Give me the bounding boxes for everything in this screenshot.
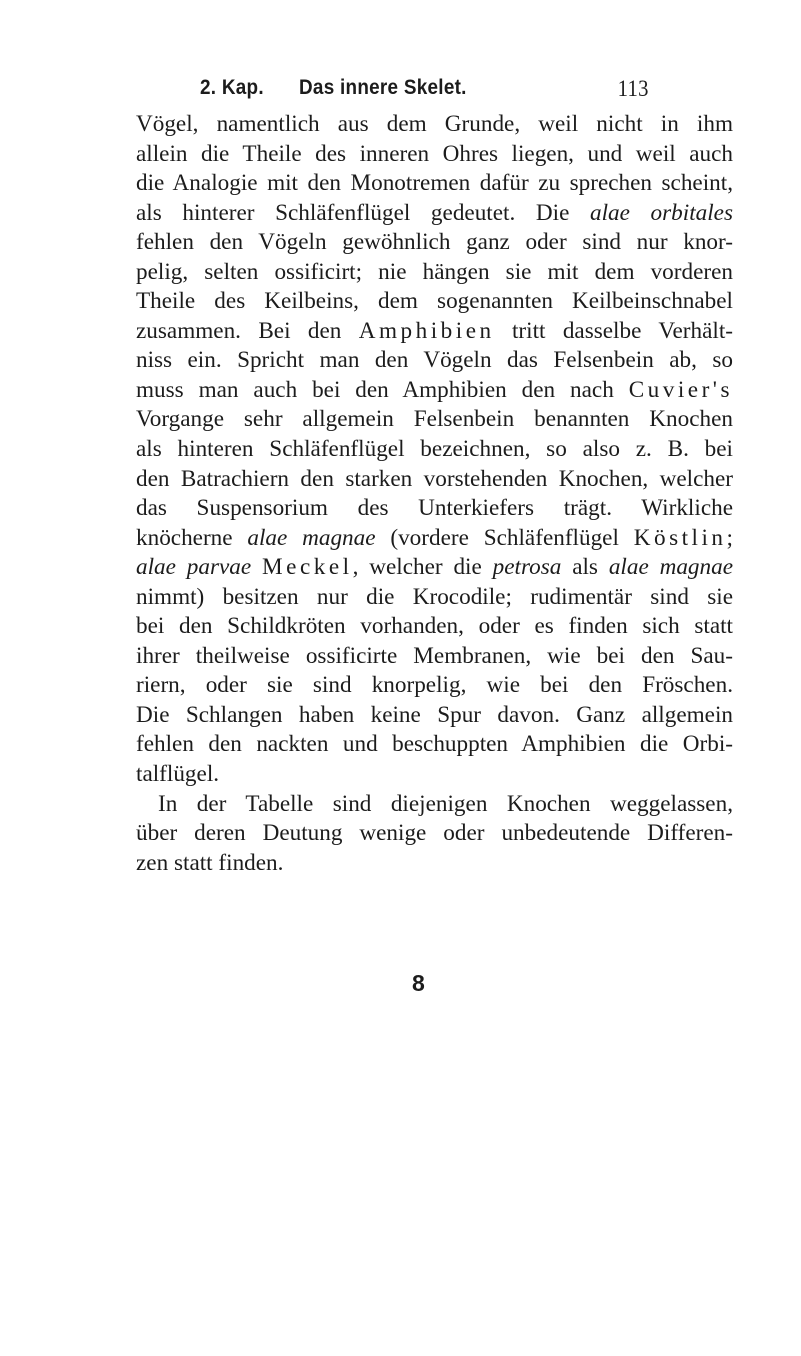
text-run: nimmt) besitzen nur die Krocodile; rudimentär sind sie	[136, 583, 733, 610]
text-run: (vordere Schläfenflügel	[375, 524, 634, 551]
text-run: über deren Deutung wenige oder unbedeutende Differen-	[136, 820, 733, 847]
text-line	[136, 760, 733, 790]
text-line	[136, 317, 733, 347]
text-line	[136, 199, 733, 229]
italic-term: alae orbitales	[590, 199, 733, 226]
text-line	[136, 140, 733, 170]
chapter-title: Das innere Skelet.	[299, 76, 467, 99]
text-line	[136, 612, 733, 642]
text-line	[136, 287, 733, 317]
text-run: niss ein. Spricht man den Vögeln das Felsenbein ab, so	[136, 347, 733, 374]
text-run: fehlen den nackten und beschuppten Amphibien die Orbi-	[136, 731, 733, 758]
text-line	[136, 346, 733, 376]
italic-term: petrosa	[492, 554, 562, 581]
text-run: tritt dasselbe Verhält-	[494, 317, 733, 344]
spaced-name: Meckel	[262, 554, 353, 581]
text-run: zen statt finden.	[136, 849, 284, 876]
italic-term: alae magnae	[608, 554, 733, 581]
text-line	[136, 169, 733, 199]
spaced-name: Cuvier's	[628, 376, 733, 403]
text-run: ;	[726, 524, 733, 551]
italic-term: alae parvae	[136, 554, 252, 581]
text-run: Theile des Keilbeins, dem sogenannten Keilbeinschnabel	[136, 288, 733, 315]
text-line	[136, 228, 733, 258]
text-run: bei den Schildkröten vorhanden, oder es finden sich statt	[136, 613, 733, 640]
text-line	[136, 524, 733, 554]
text-run: riern, oder sie sind knorpelig, wie bei den Fröschen.	[136, 672, 733, 699]
text-line	[136, 849, 733, 879]
text-line	[136, 642, 733, 672]
text-line	[136, 110, 733, 140]
text-run: zusammen. Bei den	[136, 317, 359, 344]
text-run: Die Schlangen haben keine Spur davon. Ganz allgemein	[136, 701, 733, 728]
text-run: allein die Theile des inneren Ohres liegen, und weil auch	[136, 140, 733, 167]
spaced-name: Köstlin	[633, 524, 727, 551]
italic-term: alae magnae	[247, 524, 376, 551]
text-run: , welcher die	[352, 554, 493, 581]
printer-signature: 8	[412, 970, 425, 996]
text-run: die Analogie mit den Monotremen dafür zu sprechen scheint,	[136, 170, 733, 197]
text-run: pelig, selten ossificirt; nie hängen sie mit dem vorderen	[136, 258, 733, 285]
text-line	[136, 701, 733, 731]
text-run: als	[561, 554, 609, 581]
text-run: muss man auch bei den Amphibien den nach	[136, 376, 629, 403]
text-run: als hinteren Schläfenflügel bezeichnen, so also z. B. bei	[136, 436, 733, 463]
text-line	[136, 494, 733, 524]
text-line	[136, 435, 733, 465]
text-run: das Suspensorium des Unterkiefers trägt. Wirkliche	[136, 495, 733, 522]
text-line	[136, 583, 733, 613]
text-run	[251, 554, 262, 580]
page-number: 113	[617, 76, 649, 101]
text-run: fehlen den Vögeln gewöhnlich ganz oder sind nur knor-	[136, 229, 733, 256]
text-line	[136, 405, 733, 435]
text-line	[136, 819, 733, 849]
spaced-name: Amphibien	[358, 317, 495, 344]
text-run: talflügel.	[136, 761, 220, 788]
text-run: ihrer theilweise ossificirte Membranen, wie bei den Sau-	[136, 642, 733, 669]
text-line	[136, 553, 733, 583]
text-run: Vorgange sehr allgemein Felsenbein benannten Knochen	[136, 406, 733, 433]
text-line	[136, 258, 733, 288]
text-run: den Batrachiern den starken vorstehenden Knochen, welcher	[136, 465, 733, 492]
text-run: In der Tabelle sind diejenigen Knochen weggelassen,	[158, 790, 733, 817]
text-run: knöcherne	[136, 524, 248, 551]
text-line	[136, 730, 733, 760]
running-header	[200, 76, 649, 108]
body-text	[136, 110, 733, 878]
text-line	[136, 376, 733, 406]
text-run: als hinterer Schläfenflügel gedeutet. Die	[136, 199, 590, 226]
text-line	[136, 465, 733, 495]
text-line	[136, 790, 733, 820]
text-run: Vögel, namentlich aus dem Grunde, weil nicht in ihm	[136, 111, 733, 137]
text-line	[136, 671, 733, 701]
chapter-label: 2. Kap.	[200, 76, 264, 99]
